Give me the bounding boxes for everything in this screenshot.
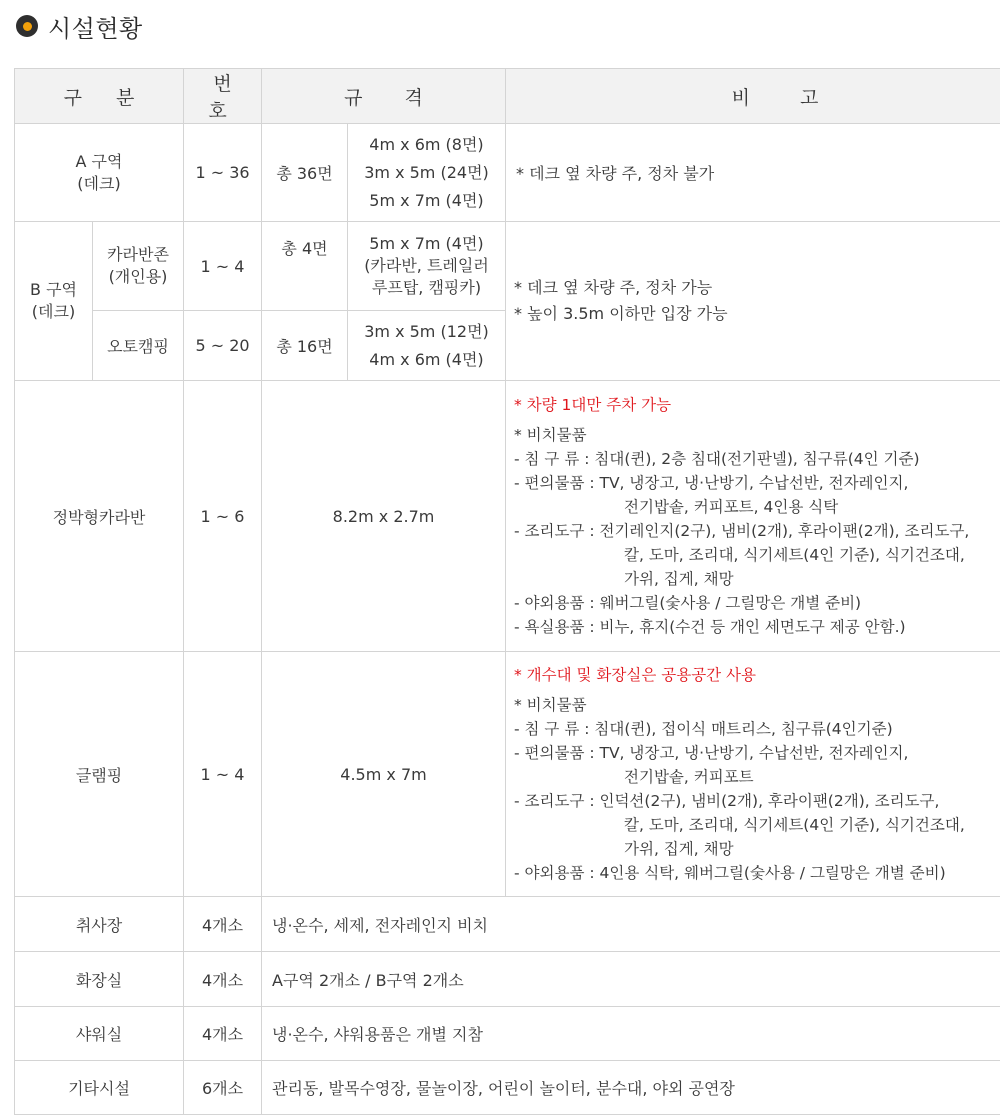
facility-desc: 냉·온수, 샤워용품은 개별 지참 [262, 1007, 1000, 1061]
page-heading [16, 10, 143, 42]
zone-b-autocamp-total: 총 16면 [262, 311, 348, 381]
zone-b-autocamp-name: 오토캠핑 [93, 311, 184, 381]
zone-b-autocamp-number: 5 ~ 20 [184, 311, 262, 381]
facility-name: 샤워실 [15, 1007, 184, 1061]
header-row [15, 69, 1000, 124]
table-row [15, 1007, 1000, 1061]
zone-b-remark: * 데크 옆 차량 주, 정차 가능 * 높이 3.5m 이하만 입장 가능 [506, 222, 1000, 381]
table-row [15, 652, 1000, 897]
zone-b-name: B 구역 (데크) [15, 222, 93, 381]
facility-desc: 관리동, 발목수영장, 물놀이장, 어린이 놀이터, 분수대, 야외 공연장 [262, 1061, 1000, 1115]
header-number: 번 호 [184, 69, 262, 124]
facility-count: 4개소 [184, 897, 262, 952]
zone-a-remark: * 데크 옆 차량 주, 정차 불가 [506, 124, 1000, 222]
facility-count: 6개소 [184, 1061, 262, 1115]
zone-a-number: 1 ~ 36 [184, 124, 262, 222]
header-remark: 비 고 [506, 69, 1000, 124]
facility-count: 4개소 [184, 952, 262, 1007]
glamping-number: 1 ~ 4 [184, 652, 262, 897]
bullet-ring-icon [16, 15, 38, 37]
caravan-park-notice: * 차량 1대만 주차 가능 [514, 396, 672, 414]
zone-b-caravan-name: 카라반존 (개인용) [93, 222, 184, 311]
glamping-notes: * 개수대 및 화장실은 공용공간 사용 * 비치물품 - 침 구 류 : 침대(퀸), 접이식 매트리스, 침구류(4인기준) - 편의물품 : TV, 냉장고, 냉·난방기, 수납선반, 전자레인지, 전기밥솥, 커피포트 - 조리도구 : 인덕션(2구), 냄비(2개), 후라이팬(2개), 조리도구, 칼, 도마, 조리대, 식기세트(4인 기준), 식기건조대, 가위, 집게, 채망 - 야외용품 : 4인용 식탁, 웨버그릴(숯사용 / 그릴망은 개별 준비) [506, 652, 1000, 897]
facility-table [14, 68, 1000, 1115]
zone-a-sizes: 4m x 6m (8면) 3m x 5m (24면) 5m x 7m (4면) [348, 124, 506, 222]
header-spec: 규 격 [262, 69, 506, 124]
zone-b-autocamp-sizes: 3m x 5m (12면) 4m x 6m (4면) [348, 311, 506, 381]
header-gubun: 구 분 [15, 69, 184, 124]
facility-desc: A구역 2개소 / B구역 2개소 [262, 952, 1000, 1007]
caravan-park-number: 1 ~ 6 [184, 381, 262, 652]
zone-b-caravan-total: 총 4면 [262, 222, 348, 311]
glamping-spec: 4.5m x 7m [262, 652, 506, 897]
table-row [15, 1061, 1000, 1115]
facility-desc: 냉·온수, 세제, 전자레인지 비치 [262, 897, 1000, 952]
zone-a-total: 총 36면 [262, 124, 348, 222]
facility-name: 취사장 [15, 897, 184, 952]
table-row [15, 222, 1000, 311]
zone-b-caravan-number: 1 ~ 4 [184, 222, 262, 311]
table-row [15, 952, 1000, 1007]
zone-b-caravan-sizes: 5m x 7m (4면) (카라반, 트레일러 루프탑, 캠핑카) [348, 222, 506, 311]
glamping-name: 글램핑 [15, 652, 184, 897]
table-row [15, 381, 1000, 652]
caravan-park-name: 정박형카라반 [15, 381, 184, 652]
page-title: 시설현황 [48, 14, 143, 43]
zone-a-name: A 구역 (데크) [15, 124, 184, 222]
facility-name: 화장실 [15, 952, 184, 1007]
table-row [15, 124, 1000, 222]
caravan-park-spec: 8.2m x 2.7m [262, 381, 506, 652]
facility-name: 기타시설 [15, 1061, 184, 1115]
facility-count: 4개소 [184, 1007, 262, 1061]
table-row [15, 897, 1000, 952]
caravan-park-notes: * 차량 1대만 주차 가능 * 비치물품 - 침 구 류 : 침대(퀸), 2층 침대(전기판넬), 침구류(4인 기준) - 편의물품 : TV, 냉장고, 냉·난방기, 수납선반, 전자레인지, 전기밥솥, 커피포트, 4인용 식탁 - 조리도구 : 전기레인지(2구), 냄비(2개), 후라이팬(2개), 조리도구, 칼, 도마, 조리대, 식기세트(4인 기준), 식기건조대, 가위, 집게, 채망 - 야외용품 : 웨버그릴(숯사용 / 그릴망은 개별 준비) - 욕실용품 : 비누, 휴지(수건 등 개인 세면도구 제공 안함.) [506, 381, 1000, 652]
glamping-notice: * 개수대 및 화장실은 공용공간 사용 [514, 666, 757, 684]
